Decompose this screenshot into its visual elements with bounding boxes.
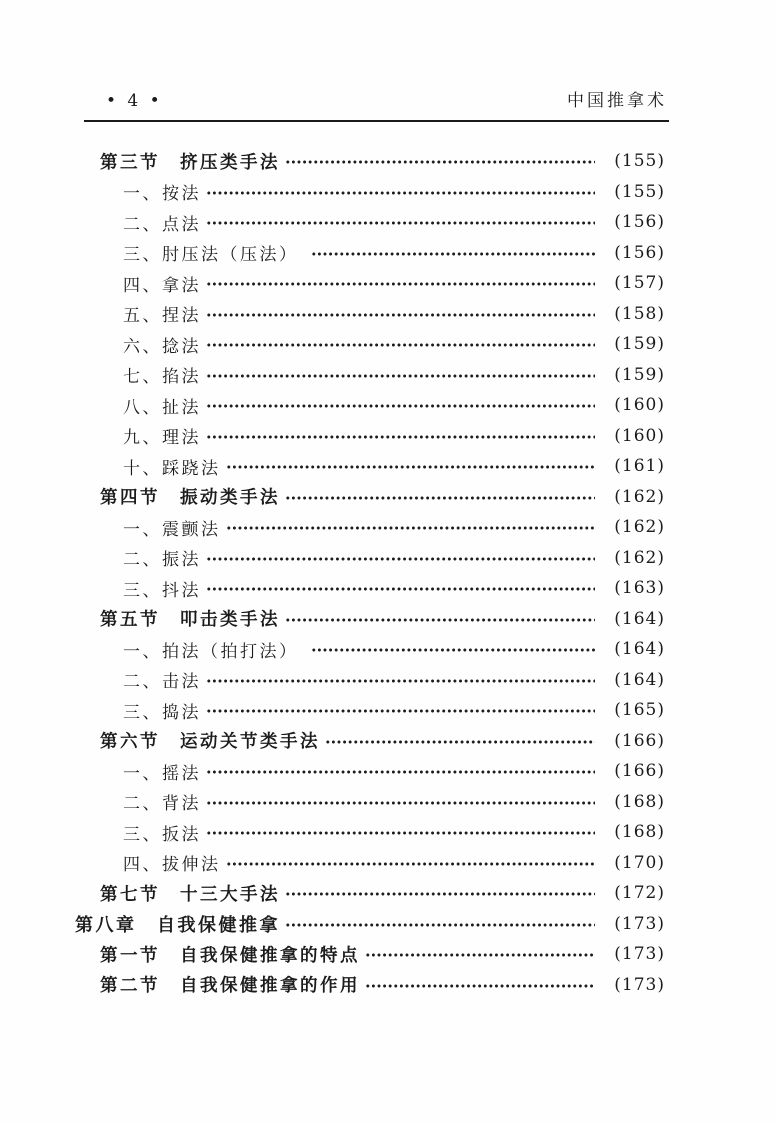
toc-entry: [75, 939, 665, 970]
toc-entry-page: (164): [614, 669, 665, 690]
toc-entry-label: 二、背法: [123, 794, 201, 815]
dot-leader: [206, 341, 595, 349]
toc-entry: [75, 299, 665, 330]
toc-entry-label: 一、按法: [123, 184, 201, 205]
toc-entry-page: (159): [614, 364, 665, 385]
toc-entry-label: 七、掐法: [123, 367, 201, 388]
toc-entry-label: 第四节 振动类手法: [100, 488, 280, 509]
toc-entry: [75, 787, 665, 818]
dot-leader: [311, 646, 595, 654]
dot-leader: [285, 921, 595, 929]
toc-entry-page: (162): [614, 486, 665, 507]
toc-entry: [75, 482, 665, 513]
dot-leader: [206, 799, 595, 807]
toc-entry-label: 三、抖法: [123, 580, 201, 601]
toc-entry: [75, 451, 665, 482]
toc-entry-label: 五、捏法: [123, 306, 201, 327]
toc-entry-label: 四、拔伸法: [123, 855, 221, 876]
toc-entry: [75, 146, 665, 177]
toc-entry-label: 一、震颤法: [123, 519, 221, 540]
page-header: [106, 86, 667, 111]
header-rule: [84, 120, 669, 122]
dot-leader: [206, 311, 595, 319]
toc-entry-page: (173): [614, 913, 665, 934]
toc-entry-page: (157): [614, 273, 665, 294]
dot-leader: [206, 219, 595, 227]
toc-entry-label: 六、捻法: [123, 336, 201, 357]
dot-leader: [285, 494, 595, 502]
dot-leader: [206, 768, 595, 776]
toc-entry: [75, 177, 665, 208]
toc-entry-label: 九、理法: [123, 428, 201, 449]
toc-entry-label: 十、踩跷法: [123, 458, 221, 479]
toc-entry-label: 三、扳法: [123, 824, 201, 845]
dot-leader: [226, 860, 596, 868]
dot-leader: [206, 829, 595, 837]
toc-entry: [75, 207, 665, 238]
dot-leader: [206, 372, 595, 380]
toc-entry-page: (163): [614, 578, 665, 599]
toc-entry-page: (160): [614, 395, 665, 416]
toc-entry-page: (168): [614, 791, 665, 812]
toc-entry: [75, 970, 665, 1001]
dot-leader: [226, 524, 596, 532]
toc-entry: [75, 268, 665, 299]
dot-leader: [285, 890, 595, 898]
toc-entry: [75, 604, 665, 635]
toc-entry: [75, 421, 665, 452]
toc-entry-page: (156): [614, 212, 665, 233]
toc-entry: [75, 878, 665, 909]
toc-entry-page: (170): [614, 852, 665, 873]
toc-entry-label: 第七节 十三大手法: [100, 884, 280, 905]
toc-entry-page: (172): [614, 883, 665, 904]
toc-entry: [75, 543, 665, 574]
toc-entry-page: (164): [614, 608, 665, 629]
toc-entry-page: (162): [614, 517, 665, 538]
toc-entry-label: 八、扯法: [123, 397, 201, 418]
toc-entry-page: (158): [614, 303, 665, 324]
toc-entry: [75, 695, 665, 726]
dot-leader: [285, 616, 595, 624]
toc-entry-label: 四、拿法: [123, 275, 201, 296]
toc-entry-page: (161): [614, 456, 665, 477]
toc-entry-page: (162): [614, 547, 665, 568]
dot-leader: [285, 158, 595, 166]
toc-entry-label: 第八章 自我保健推拿: [75, 914, 280, 936]
book-title: 中国推拿术: [567, 91, 667, 111]
dot-leader: [365, 951, 595, 959]
toc-entry-label: 二、振法: [123, 550, 201, 571]
toc-entry: [75, 726, 665, 757]
toc-entry-page: (160): [614, 425, 665, 446]
toc-entry: [75, 634, 665, 665]
toc-entry-page: (165): [614, 700, 665, 721]
toc-entry-label: 第六节 运动关节类手法: [100, 732, 320, 753]
dot-leader: [206, 189, 595, 197]
dot-leader: [311, 250, 595, 258]
dot-leader: [206, 402, 595, 410]
toc-entry: [75, 817, 665, 848]
toc-entry: [75, 848, 665, 879]
table-of-contents: [75, 146, 665, 1000]
dot-leader: [206, 707, 595, 715]
toc-entry: [75, 573, 665, 604]
dot-leader: [206, 585, 595, 593]
dot-leader: [206, 433, 595, 441]
toc-entry: [75, 665, 665, 696]
toc-entry-page: (166): [614, 730, 665, 751]
toc-entry: [75, 756, 665, 787]
toc-entry-page: (173): [614, 944, 665, 965]
dot-leader: [226, 463, 596, 471]
toc-entry-page: (168): [614, 822, 665, 843]
toc-entry-label: 第一节 自我保健推拿的特点: [100, 945, 360, 966]
toc-entry-page: (155): [614, 151, 665, 172]
toc-entry-label: 第二节 自我保健推拿的作用: [100, 976, 360, 997]
dot-leader: [206, 677, 595, 685]
toc-entry: [75, 390, 665, 421]
toc-entry: [75, 360, 665, 391]
toc-entry-page: (155): [614, 181, 665, 202]
dot-leader: [206, 280, 595, 288]
toc-entry-label: 第五节 叩击类手法: [100, 610, 280, 631]
toc-entry-page: (173): [614, 974, 665, 995]
toc-entry: [75, 238, 665, 269]
toc-entry-label: 二、点法: [123, 214, 201, 235]
toc-entry-label: 三、肘压法（压法）: [123, 245, 307, 266]
toc-entry-label: 第三节 挤压类手法: [100, 152, 280, 173]
toc-entry-label: 三、捣法: [123, 702, 201, 723]
toc-entry-label: 二、击法: [123, 672, 201, 693]
toc-entry-label: 一、摇法: [123, 763, 201, 784]
toc-entry-page: (156): [614, 242, 665, 263]
page-number: • 4 •: [106, 91, 163, 111]
toc-entry-page: (164): [614, 639, 665, 660]
toc-entry-chapter: [75, 909, 665, 940]
toc-entry: [75, 329, 665, 360]
toc-entry-label: 一、拍法（拍打法）: [123, 641, 307, 662]
dot-leader: [206, 555, 595, 563]
dot-leader: [325, 738, 595, 746]
toc-entry-page: (166): [614, 761, 665, 782]
toc-entry: [75, 512, 665, 543]
toc-entry-page: (159): [614, 334, 665, 355]
dot-leader: [365, 982, 595, 990]
